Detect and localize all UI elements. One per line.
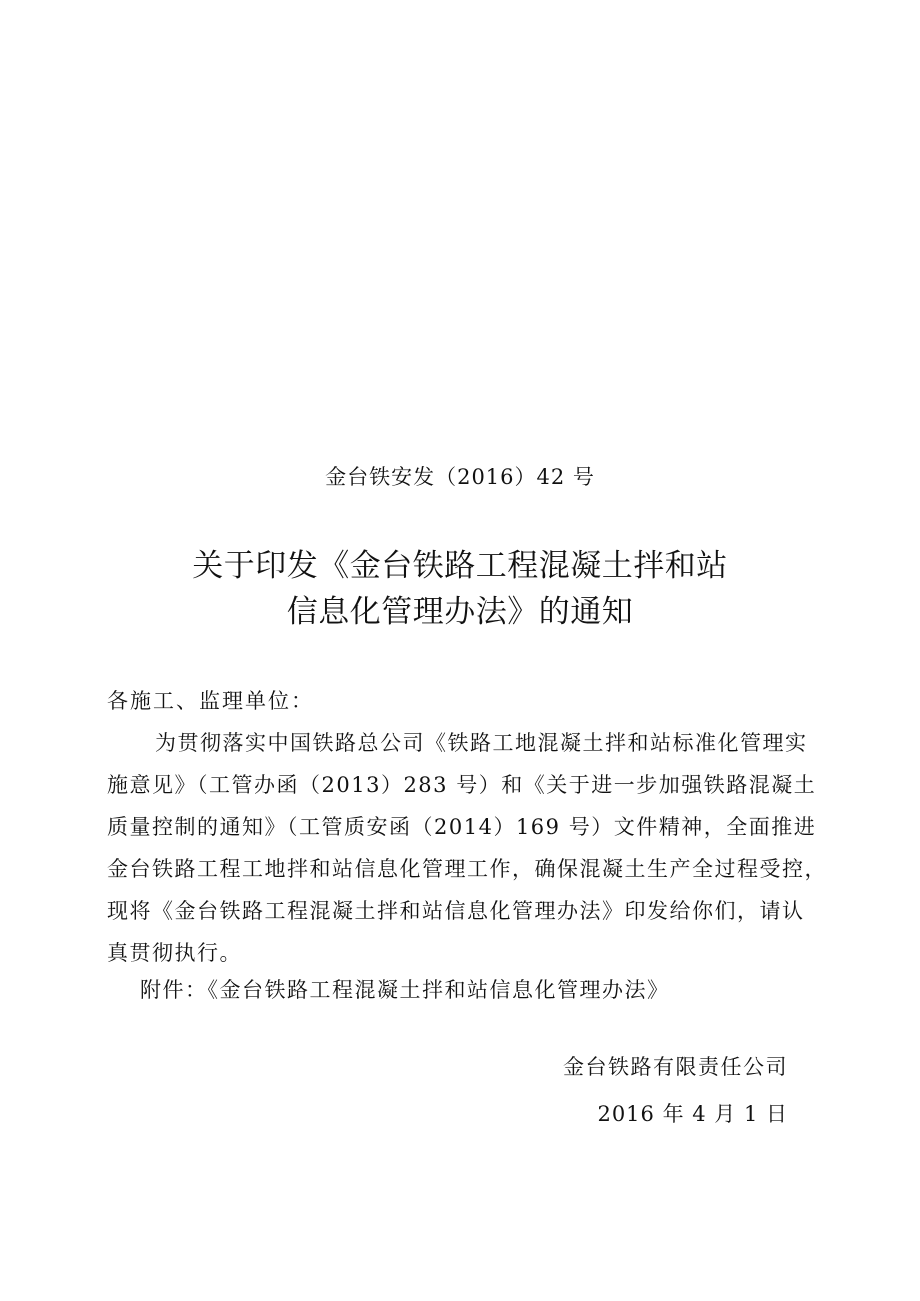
body-paragraph — [107, 722, 825, 974]
issue-date: 2016 年 4 月 1 日 — [597, 1102, 788, 1126]
body-line: 金台铁路工程工地拌和站信息化管理工作，确保混凝土生产全过程受控， — [107, 857, 827, 881]
body-line: 现将《金台铁路工程混凝土拌和站信息化管理办法》印发给你们，请认 — [107, 899, 805, 923]
title-line-1: 关于印发《金台铁路工程混凝土拌和站 — [192, 548, 728, 584]
document-number: 金台铁安发（2016）42 号 — [325, 465, 595, 489]
issuer-signature: 金台铁路有限责任公司 — [563, 1055, 788, 1079]
body-line: 真贯彻执行。 — [107, 941, 242, 965]
attachment-line: 附件：《金台铁路工程混凝土拌和站信息化管理办法》 — [140, 978, 670, 1002]
body-line: 为贯彻落实中国铁路总公司《铁路工地混凝土拌和站标准化管理实 — [155, 731, 808, 755]
body-line: 质量控制的通知》（工管质安函（2014）169 号）文件精神，全面推进 — [107, 815, 817, 839]
body-line: 施意见》（工管办函（2013）283 号）和《关于进一步加强铁路混凝土 — [107, 773, 817, 797]
document-title — [0, 543, 920, 635]
title-line-2: 信息化管理办法》的通知 — [286, 594, 634, 630]
salutation: 各施工、监理单位： — [107, 689, 314, 713]
